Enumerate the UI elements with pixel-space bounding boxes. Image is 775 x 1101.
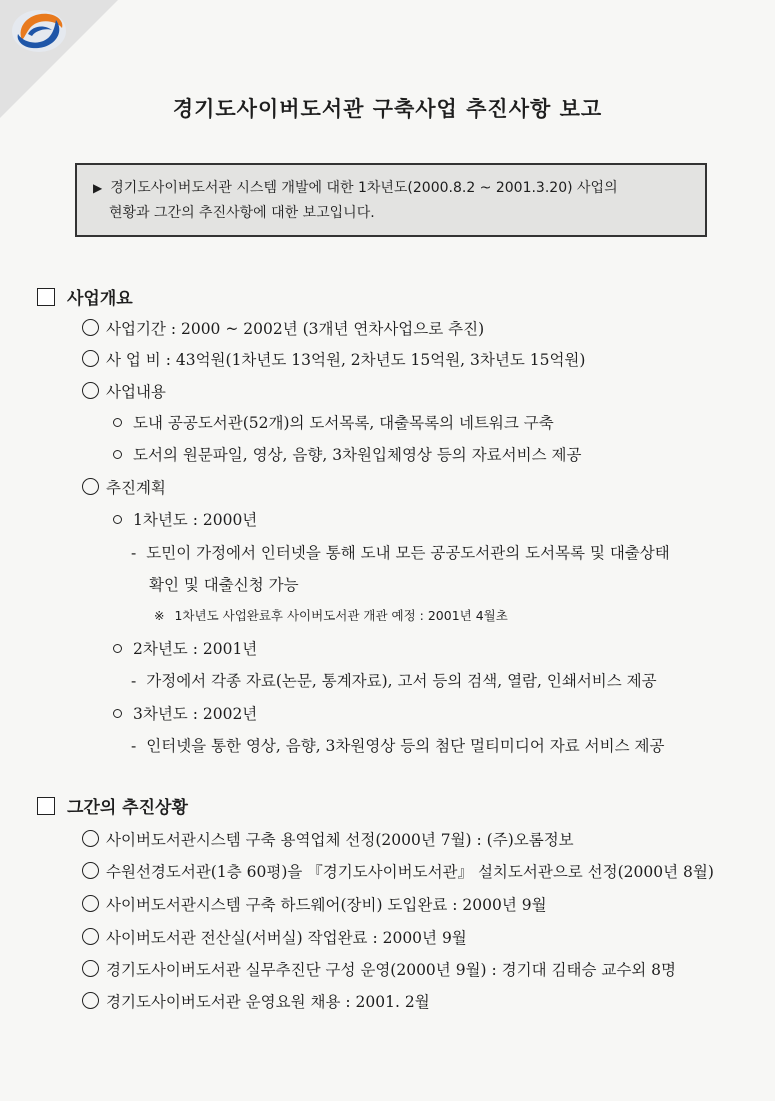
overview-plan-heading: 추진계획 <box>82 476 166 498</box>
plan-year1-desc: - 도민이 가정에서 인터넷을 통해 도내 모든 공공도서관의 도서목록 및 대출상태 <box>131 544 670 562</box>
progress-item: 경기도사이버도서관 운영요원 채용 : 2001. 2월 <box>82 990 430 1012</box>
circle-bullet-icon <box>82 960 99 977</box>
circle-bullet-icon <box>82 350 99 367</box>
overview-period: 사업기간 : 2000 ~ 2002년 (3개년 연차사업으로 추진) <box>82 317 484 339</box>
gyeonggi-logo-icon <box>8 4 70 58</box>
circle-bullet-icon <box>82 992 99 1009</box>
summary-line-1: ▶ 경기도사이버도서관 시스템 개발에 대한 1차년도(2000.8.2 ~ 2001.3.20) 사업의 <box>93 180 618 196</box>
small-circle-bullet-icon <box>113 450 122 459</box>
circle-bullet-icon <box>82 895 99 912</box>
checkbox-square-icon <box>37 288 55 306</box>
plan-year1-label: 1차년도 : 2000년 <box>113 508 257 530</box>
circle-bullet-icon <box>82 478 99 495</box>
circle-bullet-icon <box>82 830 99 847</box>
plan-year1-note: ※ 1차년도 사업완료후 사이버도서관 개관 예정 : 2001년 4월초 <box>154 608 508 623</box>
small-circle-bullet-icon <box>113 418 122 427</box>
small-circle-bullet-icon <box>113 644 122 653</box>
summary-box <box>75 163 707 237</box>
content-item: 도서의 원문파일, 영상, 음향, 3차원입체영상 등의 자료서비스 제공 <box>113 443 581 465</box>
section-heading-progress: 그간의 추진상황 <box>37 793 188 818</box>
plan-year1-desc-cont: 확인 및 대출신청 가능 <box>149 576 299 594</box>
plan-year2-label: 2차년도 : 2001년 <box>113 637 257 659</box>
section-heading-overview: 사업개요 <box>37 284 133 309</box>
circle-bullet-icon <box>82 319 99 336</box>
triangle-bullet-icon: ▶ <box>93 181 103 195</box>
overview-budget: 사 업 비 : 43억원(1차년도 13억원, 2차년도 15억원, 3차년도 15억원) <box>82 348 585 370</box>
plan-year3-label: 3차년도 : 2002년 <box>113 702 257 724</box>
circle-bullet-icon <box>82 928 99 945</box>
content-item: 도내 공공도서관(52개)의 도서목록, 대출목록의 네트워크 구축 <box>113 411 554 433</box>
document-title: 경기도사이버도서관 구축사업 추진사항 보고 <box>172 97 603 121</box>
checkbox-square-icon <box>37 797 55 815</box>
overview-content-heading: 사업내용 <box>82 380 166 402</box>
progress-item: 사이버도서관시스템 구축 하드웨어(장비) 도입완료 : 2000년 9월 <box>82 893 547 915</box>
small-circle-bullet-icon <box>113 515 122 524</box>
progress-item: 경기도사이버도서관 실무추진단 구성 운영(2000년 9월) : 경기대 김태승 교수외 8명 <box>82 958 676 980</box>
circle-bullet-icon <box>82 382 99 399</box>
plan-year2-desc: - 가정에서 각종 자료(논문, 통계자료), 고서 등의 검색, 열람, 인쇄서비스 제공 <box>131 672 657 690</box>
plan-year3-desc: - 인터넷을 통한 영상, 음향, 3차원영상 등의 첨단 멀티미디어 자료 서비스 제공 <box>131 737 665 755</box>
small-circle-bullet-icon <box>113 709 122 718</box>
reference-mark-icon: ※ <box>154 608 165 623</box>
progress-item: 수원선경도서관(1층 60평)을 『경기도사이버도서관』 설치도서관으로 선정(2000년 8월) <box>82 860 714 882</box>
circle-bullet-icon <box>82 862 99 879</box>
progress-item: 사이버도서관시스템 구축 용역업체 선정(2000년 7월) : (주)오롬정보 <box>82 828 574 850</box>
progress-item: 사이버도서관 전산실(서버실) 작업완료 : 2000년 9월 <box>82 926 467 948</box>
summary-line-2: 현황과 그간의 추진사항에 대한 보고입니다. <box>109 205 375 221</box>
